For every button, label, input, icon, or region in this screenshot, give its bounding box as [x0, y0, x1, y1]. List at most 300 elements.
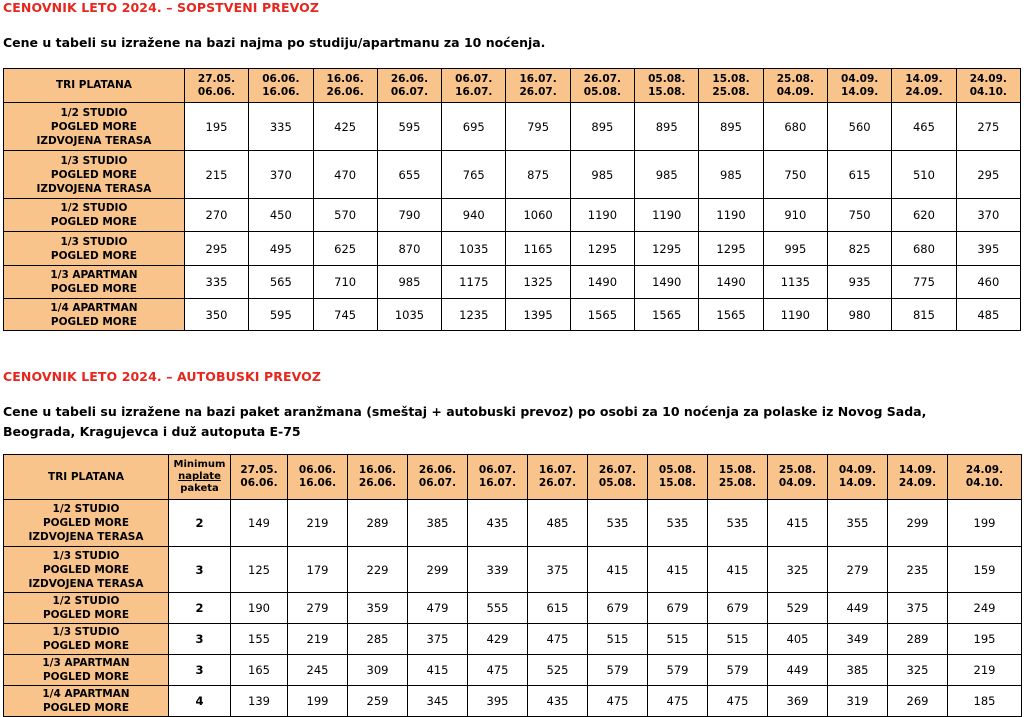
line: 1/3 APARTMAN	[50, 269, 138, 281]
price-cell: 985	[699, 151, 763, 199]
section2-description-line1: Cene u tabeli su izražene na bazi paket aranžmana (smeštaj + autobuski prevoz) po osobi za 10 noćenja za polaske iz Novog Sada,	[3, 404, 927, 419]
price-cell: 875	[506, 151, 570, 199]
line: POGLED MORE	[42, 517, 130, 529]
line: 05.08.	[658, 464, 697, 476]
period-header	[888, 455, 948, 500]
period-header	[231, 455, 288, 500]
line: POGLED MORE	[42, 640, 130, 652]
minimum-payment: 3	[169, 547, 231, 593]
price-cell: 745	[313, 299, 377, 331]
price-cell: 1490	[635, 266, 699, 299]
line: 06.07.	[478, 464, 517, 476]
price-cell: 615	[528, 593, 588, 624]
price-cell: 1395	[506, 299, 570, 331]
line: 06.06.	[197, 85, 236, 98]
line: 15.08.	[658, 477, 697, 489]
room-type-label	[4, 266, 185, 299]
price-cell: 595	[249, 299, 313, 331]
price-cell: 295	[184, 232, 248, 266]
price-cell: 985	[635, 151, 699, 199]
line: 1/2 STUDIO	[52, 595, 120, 607]
price-cell: 475	[708, 686, 768, 717]
line: 04.09.	[841, 72, 879, 85]
line: 1/3 APARTMAN	[42, 657, 130, 669]
line: 14.09.	[898, 464, 937, 476]
price-cell: 339	[468, 547, 528, 593]
period-header	[468, 455, 528, 500]
price-cell: 385	[828, 655, 888, 686]
price-cell: 750	[763, 151, 827, 199]
price-cell: 435	[528, 686, 588, 717]
line: 25.08.	[776, 72, 814, 85]
price-cell: 570	[313, 199, 377, 232]
price-cell: 815	[892, 299, 956, 331]
period-header	[648, 455, 708, 500]
price-cell: 1165	[506, 232, 570, 266]
line: 04.09.	[838, 464, 877, 476]
price-cell: 775	[892, 266, 956, 299]
price-cell: 179	[288, 547, 348, 593]
price-cell: 515	[588, 624, 648, 655]
period-header	[184, 69, 248, 103]
price-cell: 475	[648, 686, 708, 717]
price-cell: 155	[231, 624, 288, 655]
price-cell: 235	[888, 547, 948, 593]
price-cell: 435	[468, 500, 528, 547]
price-cell: 555	[468, 593, 528, 624]
header-row	[4, 69, 1021, 103]
line: 15.08.	[718, 464, 757, 476]
price-cell: 1490	[699, 266, 763, 299]
room-type-label	[4, 151, 185, 199]
minimum-payment: 3	[169, 624, 231, 655]
price-cell: 695	[442, 103, 506, 151]
line: 24.09.	[969, 72, 1007, 85]
room-type-label	[4, 593, 169, 624]
line: 24.09.	[898, 477, 937, 489]
price-cell: 680	[892, 232, 956, 266]
price-cell: 679	[648, 593, 708, 624]
price-cell: 449	[828, 593, 888, 624]
price-cell: 935	[828, 266, 892, 299]
line: 1/2 STUDIO	[60, 202, 128, 214]
line: POGLED MORE	[50, 216, 137, 228]
price-cell: 895	[570, 103, 634, 151]
section1-description: Cene u tabeli su izražene na bazi najma po studiju/apartmanu za 10 noćenja.	[3, 35, 546, 50]
table-row	[4, 655, 1022, 686]
line: 16.07.	[478, 477, 517, 489]
line: POGLED MORE	[42, 563, 130, 576]
price-cell: 275	[956, 103, 1020, 151]
price-cell: 219	[288, 624, 348, 655]
table-row	[4, 686, 1022, 717]
line: 25.08.	[712, 85, 750, 98]
period-header	[528, 455, 588, 500]
period-header	[635, 69, 699, 103]
line: naplate	[178, 471, 221, 482]
price-cell: 910	[763, 199, 827, 232]
line: 26.06.	[326, 85, 364, 98]
line: 04.09.	[776, 85, 814, 98]
price-cell: 1190	[635, 199, 699, 232]
price-cell: 1565	[570, 299, 634, 331]
price-cell: 369	[768, 686, 828, 717]
price-cell: 895	[699, 103, 763, 151]
price-cell: 139	[231, 686, 288, 717]
line: POGLED MORE	[50, 168, 137, 181]
line: 06.06.	[262, 72, 300, 85]
section1-title: CENOVNIK LETO 2024. – SOPSTVENI PREVOZ	[3, 0, 320, 15]
price-cell: 620	[892, 199, 956, 232]
minimum-payment: 3	[169, 655, 231, 686]
price-table-bus-transport	[3, 454, 1022, 717]
price-cell: 269	[888, 686, 948, 717]
line: 04.10.	[969, 85, 1007, 98]
line: 1/3 STUDIO	[60, 235, 128, 248]
room-type-label	[4, 232, 185, 266]
line: 05.08.	[598, 477, 637, 489]
room-type-label	[4, 547, 169, 593]
line: IZDVOJENA TERASA	[36, 134, 152, 147]
price-cell: 1190	[570, 199, 634, 232]
period-header	[249, 69, 313, 103]
price-cell: 350	[184, 299, 248, 331]
price-cell: 1175	[442, 266, 506, 299]
price-cell: 475	[588, 686, 648, 717]
line: 06.07.	[455, 72, 493, 85]
price-cell: 475	[468, 655, 528, 686]
table-row	[4, 232, 1021, 266]
period-header	[948, 455, 1022, 500]
price-cell: 1490	[570, 266, 634, 299]
price-cell: 680	[763, 103, 827, 151]
price-cell: 215	[184, 151, 248, 199]
line: 14.09.	[838, 477, 877, 489]
price-cell: 270	[184, 199, 248, 232]
minimum-payment: 2	[169, 500, 231, 547]
price-cell: 679	[588, 593, 648, 624]
price-cell: 565	[249, 266, 313, 299]
table-row	[4, 593, 1022, 624]
price-cell: 870	[377, 232, 441, 266]
line: 04.09.	[778, 477, 817, 489]
price-cell: 415	[768, 500, 828, 547]
table-row	[4, 299, 1021, 331]
room-type-label	[4, 500, 169, 547]
line: 06.07.	[390, 85, 429, 98]
line: 04.10.	[965, 477, 1004, 489]
corner-label: TRI PLATANA	[4, 455, 169, 500]
period-header	[828, 455, 888, 500]
price-cell: 475	[528, 624, 588, 655]
line: POGLED MORE	[42, 702, 130, 714]
line: 06.07.	[418, 477, 457, 489]
price-cell: 579	[708, 655, 768, 686]
price-cell: 190	[231, 593, 288, 624]
price-cell: 560	[828, 103, 892, 151]
price-cell: 415	[408, 655, 468, 686]
line: 15.08.	[712, 72, 750, 85]
period-header	[956, 69, 1020, 103]
price-cell: 790	[377, 199, 441, 232]
price-cell: 335	[184, 266, 248, 299]
line: 16.06.	[262, 85, 300, 98]
price-cell: 470	[313, 151, 377, 199]
price-cell: 219	[948, 655, 1022, 686]
line: 05.08.	[648, 72, 686, 85]
line: 27.05.	[240, 464, 278, 476]
price-cell: 195	[948, 624, 1022, 655]
minimum-payment: 2	[169, 593, 231, 624]
line: 1/3 STUDIO	[52, 549, 120, 562]
line: 24.09.	[905, 85, 943, 98]
line: 16.07.	[455, 85, 493, 98]
table-row	[4, 624, 1022, 655]
section2-description-line2: Beograda, Kragujevca i duž autoputa E-75	[3, 424, 301, 439]
price-cell: 285	[348, 624, 408, 655]
period-header	[570, 69, 634, 103]
period-header	[763, 69, 827, 103]
price-cell: 219	[288, 500, 348, 547]
period-header	[348, 455, 408, 500]
price-cell: 355	[828, 500, 888, 547]
room-type-label	[4, 686, 169, 717]
price-cell: 415	[588, 547, 648, 593]
room-type-label	[4, 299, 185, 331]
price-cell: 375	[528, 547, 588, 593]
line: IZDVOJENA TERASA	[28, 577, 144, 590]
price-cell: 1190	[699, 199, 763, 232]
line: 16.07.	[519, 72, 557, 85]
price-cell: 349	[828, 624, 888, 655]
line: 26.06.	[358, 477, 397, 489]
price-cell: 195	[184, 103, 248, 151]
line: 15.08.	[648, 85, 686, 98]
table-row	[4, 199, 1021, 232]
room-type-label	[4, 103, 185, 151]
price-cell: 279	[828, 547, 888, 593]
period-header	[708, 455, 768, 500]
price-cell: 1035	[377, 299, 441, 331]
room-type-label	[4, 199, 185, 232]
price-cell: 985	[570, 151, 634, 199]
price-cell: 450	[249, 199, 313, 232]
header-row	[4, 455, 1022, 500]
line: 24.09.	[965, 464, 1004, 476]
period-header	[828, 69, 892, 103]
period-header	[768, 455, 828, 500]
price-cell: 655	[377, 151, 441, 199]
price-cell: 625	[313, 232, 377, 266]
price-cell: 395	[468, 686, 528, 717]
price-cell: 535	[648, 500, 708, 547]
period-header	[699, 69, 763, 103]
price-cell: 995	[763, 232, 827, 266]
line: 06.06.	[240, 477, 278, 489]
line: 26.07.	[583, 72, 621, 85]
price-cell: 515	[708, 624, 768, 655]
price-cell: 895	[635, 103, 699, 151]
line: POGLED MORE	[50, 120, 137, 133]
price-cell: 525	[528, 655, 588, 686]
price-cell: 245	[288, 655, 348, 686]
minimum-payment: 4	[169, 686, 231, 717]
price-table-own-transport	[3, 68, 1021, 331]
price-cell: 295	[956, 151, 1020, 199]
line: 05.08.	[583, 85, 621, 98]
room-type-label	[4, 655, 169, 686]
price-cell: 345	[408, 686, 468, 717]
price-cell: 125	[231, 547, 288, 593]
room-type-label	[4, 624, 169, 655]
price-cell: 615	[828, 151, 892, 199]
line: 1/4 APARTMAN	[42, 688, 130, 700]
price-cell: 149	[231, 500, 288, 547]
line: POGLED MORE	[42, 671, 130, 683]
price-cell: 579	[648, 655, 708, 686]
price-cell: 425	[313, 103, 377, 151]
price-cell: 465	[892, 103, 956, 151]
table-row	[4, 500, 1022, 547]
price-cell: 1190	[763, 299, 827, 331]
line: POGLED MORE	[50, 283, 137, 295]
line: 16.06.	[326, 72, 364, 85]
minimum-header	[169, 455, 231, 500]
line: 26.07.	[519, 85, 557, 98]
line: 16.06.	[358, 464, 397, 476]
price-cell: 199	[948, 500, 1022, 547]
period-header	[588, 455, 648, 500]
price-cell: 1325	[506, 266, 570, 299]
price-cell: 405	[768, 624, 828, 655]
price-cell: 985	[377, 266, 441, 299]
line: 25.08.	[778, 464, 817, 476]
price-cell: 510	[892, 151, 956, 199]
price-cell: 535	[588, 500, 648, 547]
table-row	[4, 103, 1021, 151]
line: POGLED MORE	[50, 315, 137, 328]
price-cell: 1295	[570, 232, 634, 266]
line: 27.05.	[197, 72, 236, 85]
price-cell: 679	[708, 593, 768, 624]
line: Minimum	[173, 459, 226, 470]
table-row	[4, 547, 1022, 593]
price-cell: 325	[888, 655, 948, 686]
price-cell: 199	[288, 686, 348, 717]
line: paketa	[180, 483, 219, 494]
price-cell: 165	[231, 655, 288, 686]
line: 1/2 STUDIO	[60, 106, 128, 119]
line: 26.07.	[598, 464, 637, 476]
line: POGLED MORE	[50, 249, 137, 262]
price-cell: 335	[249, 103, 313, 151]
price-cell: 375	[888, 593, 948, 624]
price-cell: 495	[249, 232, 313, 266]
price-cell: 249	[948, 593, 1022, 624]
line: 14.09.	[841, 85, 879, 98]
line: 26.07.	[538, 477, 577, 489]
price-cell: 1235	[442, 299, 506, 331]
line: IZDVOJENA TERASA	[36, 182, 152, 195]
price-cell: 415	[708, 547, 768, 593]
period-header	[288, 455, 348, 500]
price-cell: 579	[588, 655, 648, 686]
period-header	[313, 69, 377, 103]
price-cell: 1565	[635, 299, 699, 331]
price-cell: 940	[442, 199, 506, 232]
price-cell: 460	[956, 266, 1020, 299]
price-cell: 359	[348, 593, 408, 624]
price-cell: 279	[288, 593, 348, 624]
price-cell: 385	[408, 500, 468, 547]
price-cell: 289	[888, 624, 948, 655]
price-cell: 185	[948, 686, 1022, 717]
period-header	[408, 455, 468, 500]
price-cell: 485	[956, 299, 1020, 331]
price-cell: 595	[377, 103, 441, 151]
line: 14.09.	[905, 72, 943, 85]
price-cell: 1565	[699, 299, 763, 331]
line: 16.06.	[298, 477, 337, 489]
price-cell: 1035	[442, 232, 506, 266]
price-cell: 299	[888, 500, 948, 547]
price-cell: 529	[768, 593, 828, 624]
price-cell: 370	[249, 151, 313, 199]
section2-title: CENOVNIK LETO 2024. – AUTOBUSKI PREVOZ	[3, 369, 322, 384]
price-cell: 159	[948, 547, 1022, 593]
line: POGLED MORE	[42, 609, 130, 621]
line: 1/4 APARTMAN	[50, 301, 138, 314]
price-cell: 479	[408, 593, 468, 624]
price-cell: 229	[348, 547, 408, 593]
section2-description	[3, 402, 926, 442]
period-header	[506, 69, 570, 103]
price-cell: 429	[468, 624, 528, 655]
price-cell: 825	[828, 232, 892, 266]
price-cell: 1135	[763, 266, 827, 299]
price-cell: 449	[768, 655, 828, 686]
price-cell: 980	[828, 299, 892, 331]
line: 1/2 STUDIO	[52, 503, 120, 515]
line: 16.07.	[538, 464, 577, 476]
corner-label: TRI PLATANA	[4, 69, 185, 103]
price-cell: 289	[348, 500, 408, 547]
price-cell: 1060	[506, 199, 570, 232]
price-cell: 370	[956, 199, 1020, 232]
price-cell: 259	[348, 686, 408, 717]
price-cell: 309	[348, 655, 408, 686]
price-cell: 395	[956, 232, 1020, 266]
line: 25.08.	[718, 477, 757, 489]
line: 26.06.	[390, 72, 429, 85]
line: IZDVOJENA TERASA	[28, 531, 144, 543]
line: 26.06.	[418, 464, 457, 476]
period-header	[377, 69, 441, 103]
price-cell: 750	[828, 199, 892, 232]
price-cell: 375	[408, 624, 468, 655]
price-cell: 1295	[635, 232, 699, 266]
period-header	[892, 69, 956, 103]
line: 1/3 STUDIO	[60, 154, 128, 167]
table-row	[4, 266, 1021, 299]
price-cell: 515	[648, 624, 708, 655]
price-cell: 325	[768, 547, 828, 593]
line: 1/3 STUDIO	[52, 626, 120, 638]
price-cell: 710	[313, 266, 377, 299]
price-cell: 1295	[699, 232, 763, 266]
price-cell: 535	[708, 500, 768, 547]
price-cell: 299	[408, 547, 468, 593]
